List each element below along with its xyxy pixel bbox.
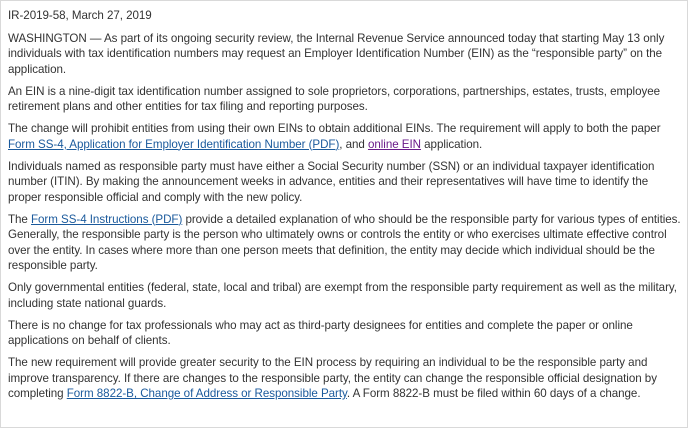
release-dateline: IR-2019-58, March 27, 2019: [8, 9, 152, 22]
paragraph-prohibition: [8, 121, 684, 152]
paragraph-text: The: [8, 212, 31, 226]
paragraph-announcement: WASHINGTON — As part of its ongoing security review, the Internal Revenue Service announced today that starting May 13 only individuals with tax identification numbers may request an Employer Identification Number (EIN) as the “responsible party” on the application.: [8, 31, 665, 76]
online-ein-link[interactable]: online EIN: [367, 137, 421, 151]
paragraph-text: . A Form 8822-B must be filed within 60 days of a change.: [346, 387, 641, 400]
paragraph-text: , and: [339, 137, 368, 151]
paragraph-text: The change will prohibit entities from using their own EINs to obtain additional EINs. The requirement will apply to both the paper: [8, 122, 661, 135]
paragraph-instructions: [8, 212, 684, 274]
form-ss4-pdf-link[interactable]: Form SS-4, Application for Employer Identification Number (PDF): [8, 137, 340, 151]
paragraph-security: [8, 355, 684, 402]
paragraph-text: The new requirement will provide greater security to the EIN process by requiring an individual to be the responsible party and improve transparency. If there are changes to the responsible party, the entity can change the responsible official designation by completing: [8, 356, 657, 400]
paragraph-tax-professionals: There is no change for tax professionals who may act as third-party designees for entities and complete the paper or online applications on behalf of clients.: [8, 318, 633, 347]
form-8822b-link[interactable]: Form 8822-B, Change of Address or Responsible Party: [66, 387, 347, 400]
paragraph-exemptions: Only governmental entities (federal, state, local and tribal) are exempt from the responsible party requirement as well as the military, including state national guards.: [8, 281, 677, 310]
paragraph-text: provide a detailed explanation of who should be the responsible party for various types of entities. Generally, the responsible party is the person who ultimately owns or controls the entity or who exercises ultimate effective control over the entity. In cases where more than one person meets that definition, the entity may decide which individual should be the responsible party.: [8, 212, 681, 272]
paragraph-text: application.: [420, 137, 483, 151]
paragraph-ein-definition: An EIN is a nine-digit tax identification number assigned to sole proprietors, corporations, partnerships, estates, trusts, employee retirement plans and other entities for tax filing and reporting purposes.: [8, 84, 661, 113]
form-ss4-instructions-link[interactable]: Form SS-4 Instructions (PDF): [31, 212, 183, 226]
news-release-body: [8, 8, 684, 408]
paragraph-responsible-party-ssn: Individuals named as responsible party must have either a Social Security number (SSN) or an individual taxpayer identification number (ITIN). By making the announcement weeks in advance, entities and their representatives will have time to identify the proper responsible official and comply with the new policy.: [8, 159, 655, 204]
